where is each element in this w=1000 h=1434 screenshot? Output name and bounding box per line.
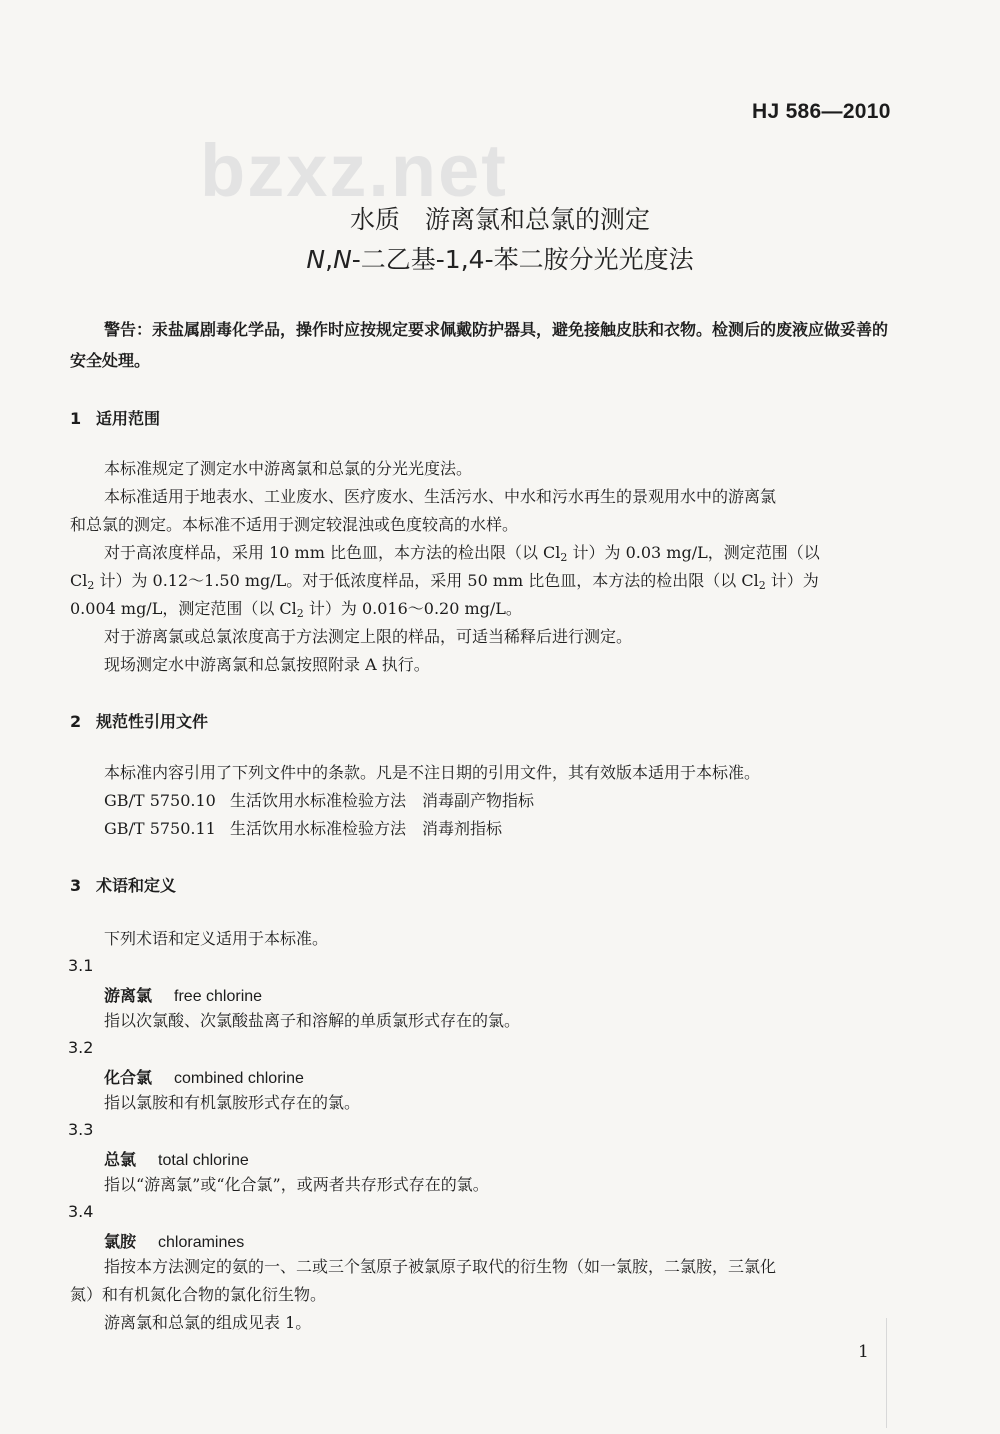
para-3-text-b: 计）为 0.03 mg/L，测定范围（以 bbox=[567, 543, 820, 562]
title-italic-n: N bbox=[306, 245, 326, 274]
term-number: 3.4 bbox=[68, 1202, 94, 1221]
term-definition-line-2: 氮）和有机氮化合物的氯化衍生物。 bbox=[70, 1285, 327, 1304]
section-3-heading bbox=[70, 873, 176, 896]
para-3-text-a: 对于高浓度样品，采用 10 mm 比色皿，本方法的检出限（以 Cl bbox=[104, 543, 561, 562]
term-heading bbox=[104, 1065, 304, 1088]
section-1-para-1: 本标准规定了测定水中游离氯和总氯的分光光度法。 bbox=[104, 459, 473, 478]
section-3-para-1: 下列术语和定义适用于本标准。 bbox=[104, 929, 329, 948]
title-comma: , bbox=[325, 245, 334, 274]
reference-title: 生活饮用水标准检验方法 消毒剂指标 bbox=[230, 819, 503, 838]
term-zh: 游离氯 bbox=[104, 986, 153, 1005]
term-definition: 指以次氯酸、次氯酸盐离子和溶解的单质氯形式存在的氯。 bbox=[104, 1011, 521, 1030]
cl2-subscript: 2 bbox=[87, 579, 95, 592]
section-3-number: 3 bbox=[70, 876, 82, 895]
section-2-number: 2 bbox=[70, 712, 82, 731]
para-3-text-d: 计）为 0.12～1.50 mg/L。对于低浓度样品，采用 50 mm 比色皿，本方法的检出限（以 Cl bbox=[94, 571, 759, 590]
term-en: chloramines bbox=[158, 1234, 245, 1251]
term-en: combined chlorine bbox=[174, 1070, 304, 1087]
section-1-title: 适用范围 bbox=[96, 409, 161, 428]
section-1-para-3-line-2 bbox=[70, 571, 819, 596]
para-3-text-g: 计）为 0.016～0.20 mg/L。 bbox=[303, 599, 522, 618]
section-1-para-3-line-1 bbox=[104, 543, 820, 568]
reference-item bbox=[104, 791, 534, 811]
term-zh: 化合氯 bbox=[104, 1068, 153, 1087]
section-1-para-2-line-1: 本标准适用于地表水、工业废水、医疗废水、生活污水、中水和污水再生的景观用水中的游离氯 bbox=[104, 487, 777, 506]
section-2-heading bbox=[70, 709, 208, 732]
term-en: total chlorine bbox=[158, 1152, 249, 1169]
term-heading bbox=[104, 983, 262, 1006]
title-rest: -二乙基-1,4-苯二胺分光光度法 bbox=[351, 245, 694, 274]
section-2-title: 规范性引用文件 bbox=[96, 712, 209, 731]
section-3-closing: 游离氯和总氯的组成见表 1。 bbox=[104, 1313, 312, 1332]
standard-code: HJ 586—2010 bbox=[752, 100, 891, 123]
term-heading bbox=[104, 1229, 244, 1252]
page-edge-line bbox=[886, 1318, 887, 1428]
term-definition: 指以“游离氯”或“化合氯”，或两者共存形式存在的氯。 bbox=[104, 1175, 489, 1194]
reference-code: GB/T 5750.11 bbox=[104, 819, 216, 838]
term-number: 3.1 bbox=[68, 956, 94, 975]
title-line-2 bbox=[0, 240, 1000, 276]
section-1-number: 1 bbox=[70, 409, 82, 428]
section-1-heading bbox=[70, 406, 160, 429]
cl2-subscript: 2 bbox=[296, 607, 304, 620]
reference-code: GB/T 5750.10 bbox=[104, 791, 216, 810]
reference-item bbox=[104, 819, 502, 839]
title-line-1: 水质 游离氯和总氯的测定 bbox=[349, 205, 650, 234]
reference-title: 生活饮用水标准检验方法 消毒副产物指标 bbox=[230, 791, 535, 810]
term-definition: 指以氯胺和有机氯胺形式存在的氯。 bbox=[104, 1093, 361, 1112]
term-zh: 总氯 bbox=[104, 1150, 137, 1169]
section-1-para-3-line-3 bbox=[70, 599, 522, 624]
term-zh: 氯胺 bbox=[104, 1232, 137, 1251]
warning-paragraph bbox=[70, 314, 892, 376]
section-1-para-4: 对于游离氯或总氯浓度高于方法测定上限的样品，可适当稀释后进行测定。 bbox=[104, 627, 633, 646]
para-3-text-e: 计）为 bbox=[765, 571, 819, 590]
section-1-para-5: 现场测定水中游离氯和总氯按照附录 A 执行。 bbox=[104, 655, 430, 674]
para-3-text-f: 0.004 mg/L，测定范围（以 Cl bbox=[70, 599, 297, 618]
cl2-subscript: 2 bbox=[560, 551, 568, 564]
warning-text: 汞盐属剧毒化学品，操作时应按规定要求佩戴防护器具，避免接触皮肤和衣物。检测后的废液应做妥善的安全处理。 bbox=[70, 320, 889, 370]
section-2-para-1: 本标准内容引用了下列文件中的条款。凡是不注日期的引用文件，其有效版本适用于本标准。 bbox=[104, 763, 761, 782]
term-number: 3.2 bbox=[68, 1038, 94, 1057]
title-italic-n2: N bbox=[333, 245, 352, 274]
section-1-para-2-line-2: 和总氯的测定。本标准不适用于测定较混浊或色度较高的水样。 bbox=[70, 515, 519, 534]
term-definition-line-1: 指按本方法测定的氨的一、二或三个氢原子被氯原子取代的衍生物（如一氯胺，二氯胺，三氯化 bbox=[104, 1257, 777, 1276]
cl2-subscript: 2 bbox=[758, 579, 766, 592]
term-en: free chlorine bbox=[174, 988, 263, 1005]
section-3-title: 术语和定义 bbox=[96, 876, 177, 895]
term-number: 3.3 bbox=[68, 1120, 94, 1139]
para-3-text-c: Cl bbox=[70, 571, 88, 590]
watermark: bzxz.net bbox=[200, 129, 508, 212]
warning-label: 警告： bbox=[104, 320, 153, 339]
page-number: 1 bbox=[858, 1342, 869, 1362]
term-heading bbox=[104, 1147, 249, 1170]
